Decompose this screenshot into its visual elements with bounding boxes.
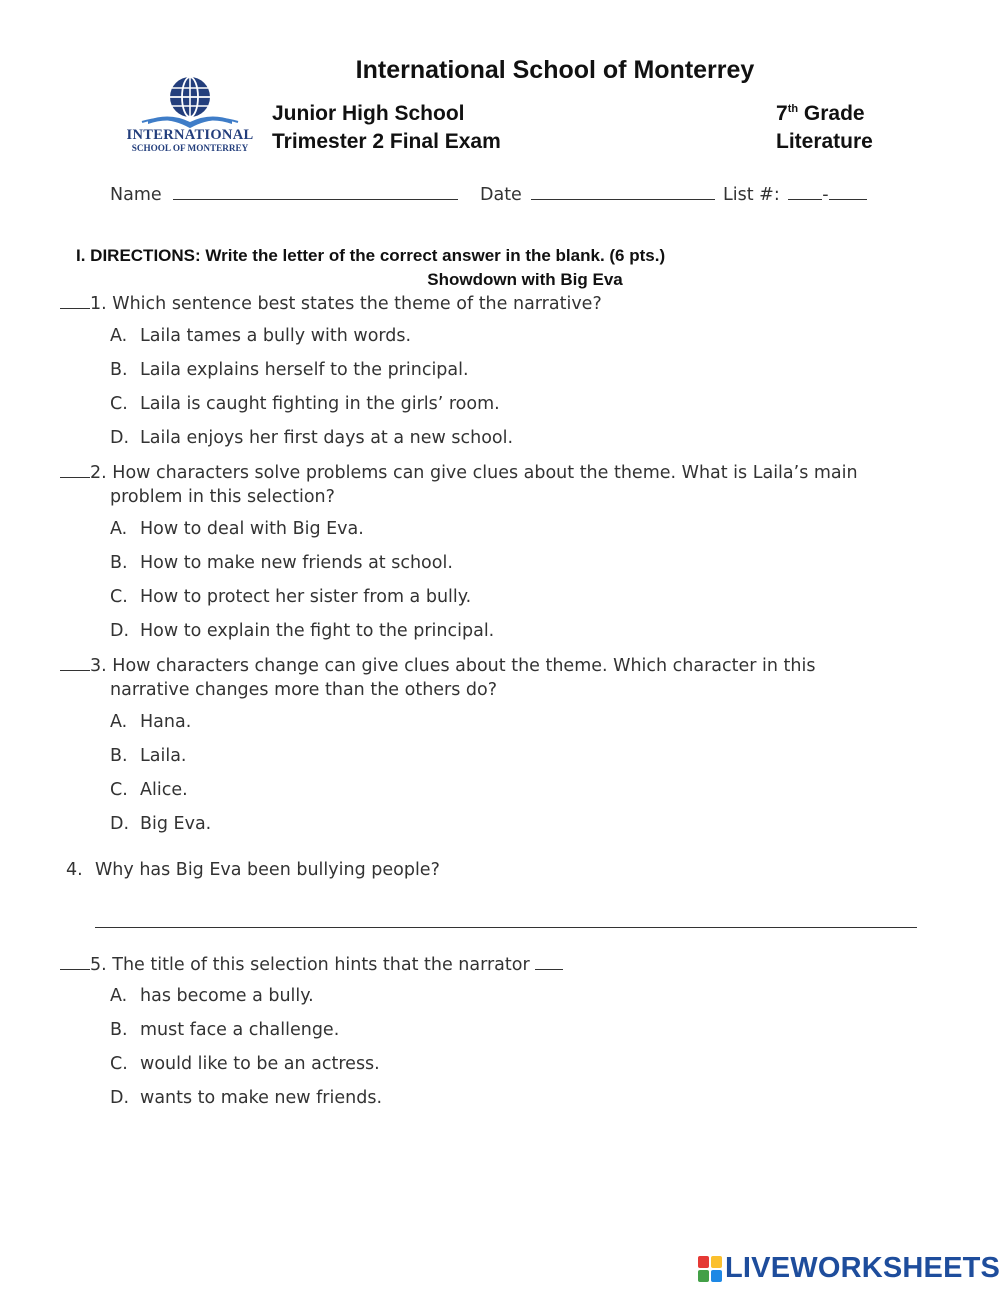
option-1b: B. Laila explains herself to the principal.	[110, 360, 469, 380]
option-1a: A. Laila tames a bully with words.	[110, 326, 412, 346]
question-1	[60, 292, 602, 316]
logo-text-international: INTERNATIONAL	[126, 127, 254, 143]
list-field-1[interactable]	[788, 184, 822, 200]
question-text: How characters solve problems can give clues about the theme. What is Laila’s main	[112, 463, 858, 483]
grade-word: Grade	[803, 102, 865, 125]
directions: I. DIRECTIONS: Write the letter of the correct answer in the blank. (6 pts.)	[76, 246, 666, 265]
question-number: 5.	[90, 955, 107, 975]
option-3b: B. Laila.	[110, 746, 187, 766]
option-3c: C. Alice.	[110, 780, 188, 800]
school-title: International School of Monterrey	[355, 56, 755, 84]
date-row	[480, 184, 715, 205]
option-2d: D. How to explain the fight to the principal.	[110, 621, 495, 641]
option-1d: D. Laila enjoys her first days at a new school.	[110, 428, 514, 448]
question-text: Which sentence best states the theme of the narrative?	[112, 294, 602, 314]
list-field-2[interactable]	[829, 184, 867, 200]
option-3a: A. Hana.	[110, 712, 192, 732]
question-text: How characters change can give clues about the theme. Which character in this	[112, 656, 816, 676]
question-2-cont: problem in this selection?	[110, 487, 335, 507]
option-5b: B. must face a challenge.	[110, 1020, 340, 1040]
question-3-cont: narrative changes more than the others do?	[110, 680, 498, 700]
date-field[interactable]	[531, 184, 715, 200]
answer-line-4[interactable]	[95, 927, 917, 928]
answer-blank-5[interactable]	[60, 955, 90, 970]
list-label: List #:	[723, 185, 780, 205]
question-4	[66, 858, 440, 882]
option-5c: C. would like to be an actress.	[110, 1054, 380, 1074]
logo-text-school: SCHOOL OF MONTERREY	[131, 143, 249, 153]
liveworksheets-brand: LIVEWORKSHEETS	[725, 1252, 1000, 1284]
list-dash: -	[822, 185, 829, 205]
option-2c: C. How to protect her sister from a bully.	[110, 587, 472, 607]
option-2a: A. How to deal with Big Eva.	[110, 519, 364, 539]
question-text: Why has Big Eva been bullying people?	[95, 860, 440, 880]
name-field[interactable]	[173, 184, 458, 200]
option-3d: D. Big Eva.	[110, 814, 212, 834]
option-5a: A. has become a bully.	[110, 986, 314, 1006]
list-row	[723, 184, 867, 205]
grade-number: 7	[776, 102, 788, 125]
liveworksheets-logo-icon	[698, 1256, 722, 1282]
question-3	[60, 654, 816, 678]
story-title: Showdown with Big Eva	[427, 270, 623, 289]
grade-superscript: th	[787, 103, 799, 115]
answer-blank-2[interactable]	[60, 463, 90, 478]
option-5d: D. wants to make new friends.	[110, 1088, 383, 1108]
grade-label	[776, 102, 865, 126]
question-number: 1.	[90, 294, 107, 314]
name-row	[110, 184, 458, 205]
question-2	[60, 461, 858, 485]
inline-blank-5[interactable]	[535, 955, 563, 970]
subject-label: Literature	[776, 130, 873, 153]
exam-name: Trimester 2 Final Exam	[272, 130, 501, 153]
school-level: Junior High School	[272, 102, 465, 125]
question-number: 3.	[90, 656, 107, 676]
question-text: The title of this selection hints that the narrator	[112, 955, 530, 975]
question-number: 2.	[90, 463, 107, 483]
option-1c: C. Laila is caught fighting in the girls’ room.	[110, 394, 500, 414]
answer-blank-1[interactable]	[60, 294, 90, 309]
answer-blank-3[interactable]	[60, 656, 90, 671]
option-2b: B. How to make new friends at school.	[110, 553, 453, 573]
question-number: 4.	[66, 860, 83, 880]
question-5	[60, 953, 563, 977]
name-label: Name	[110, 185, 162, 205]
date-label: Date	[480, 185, 522, 205]
